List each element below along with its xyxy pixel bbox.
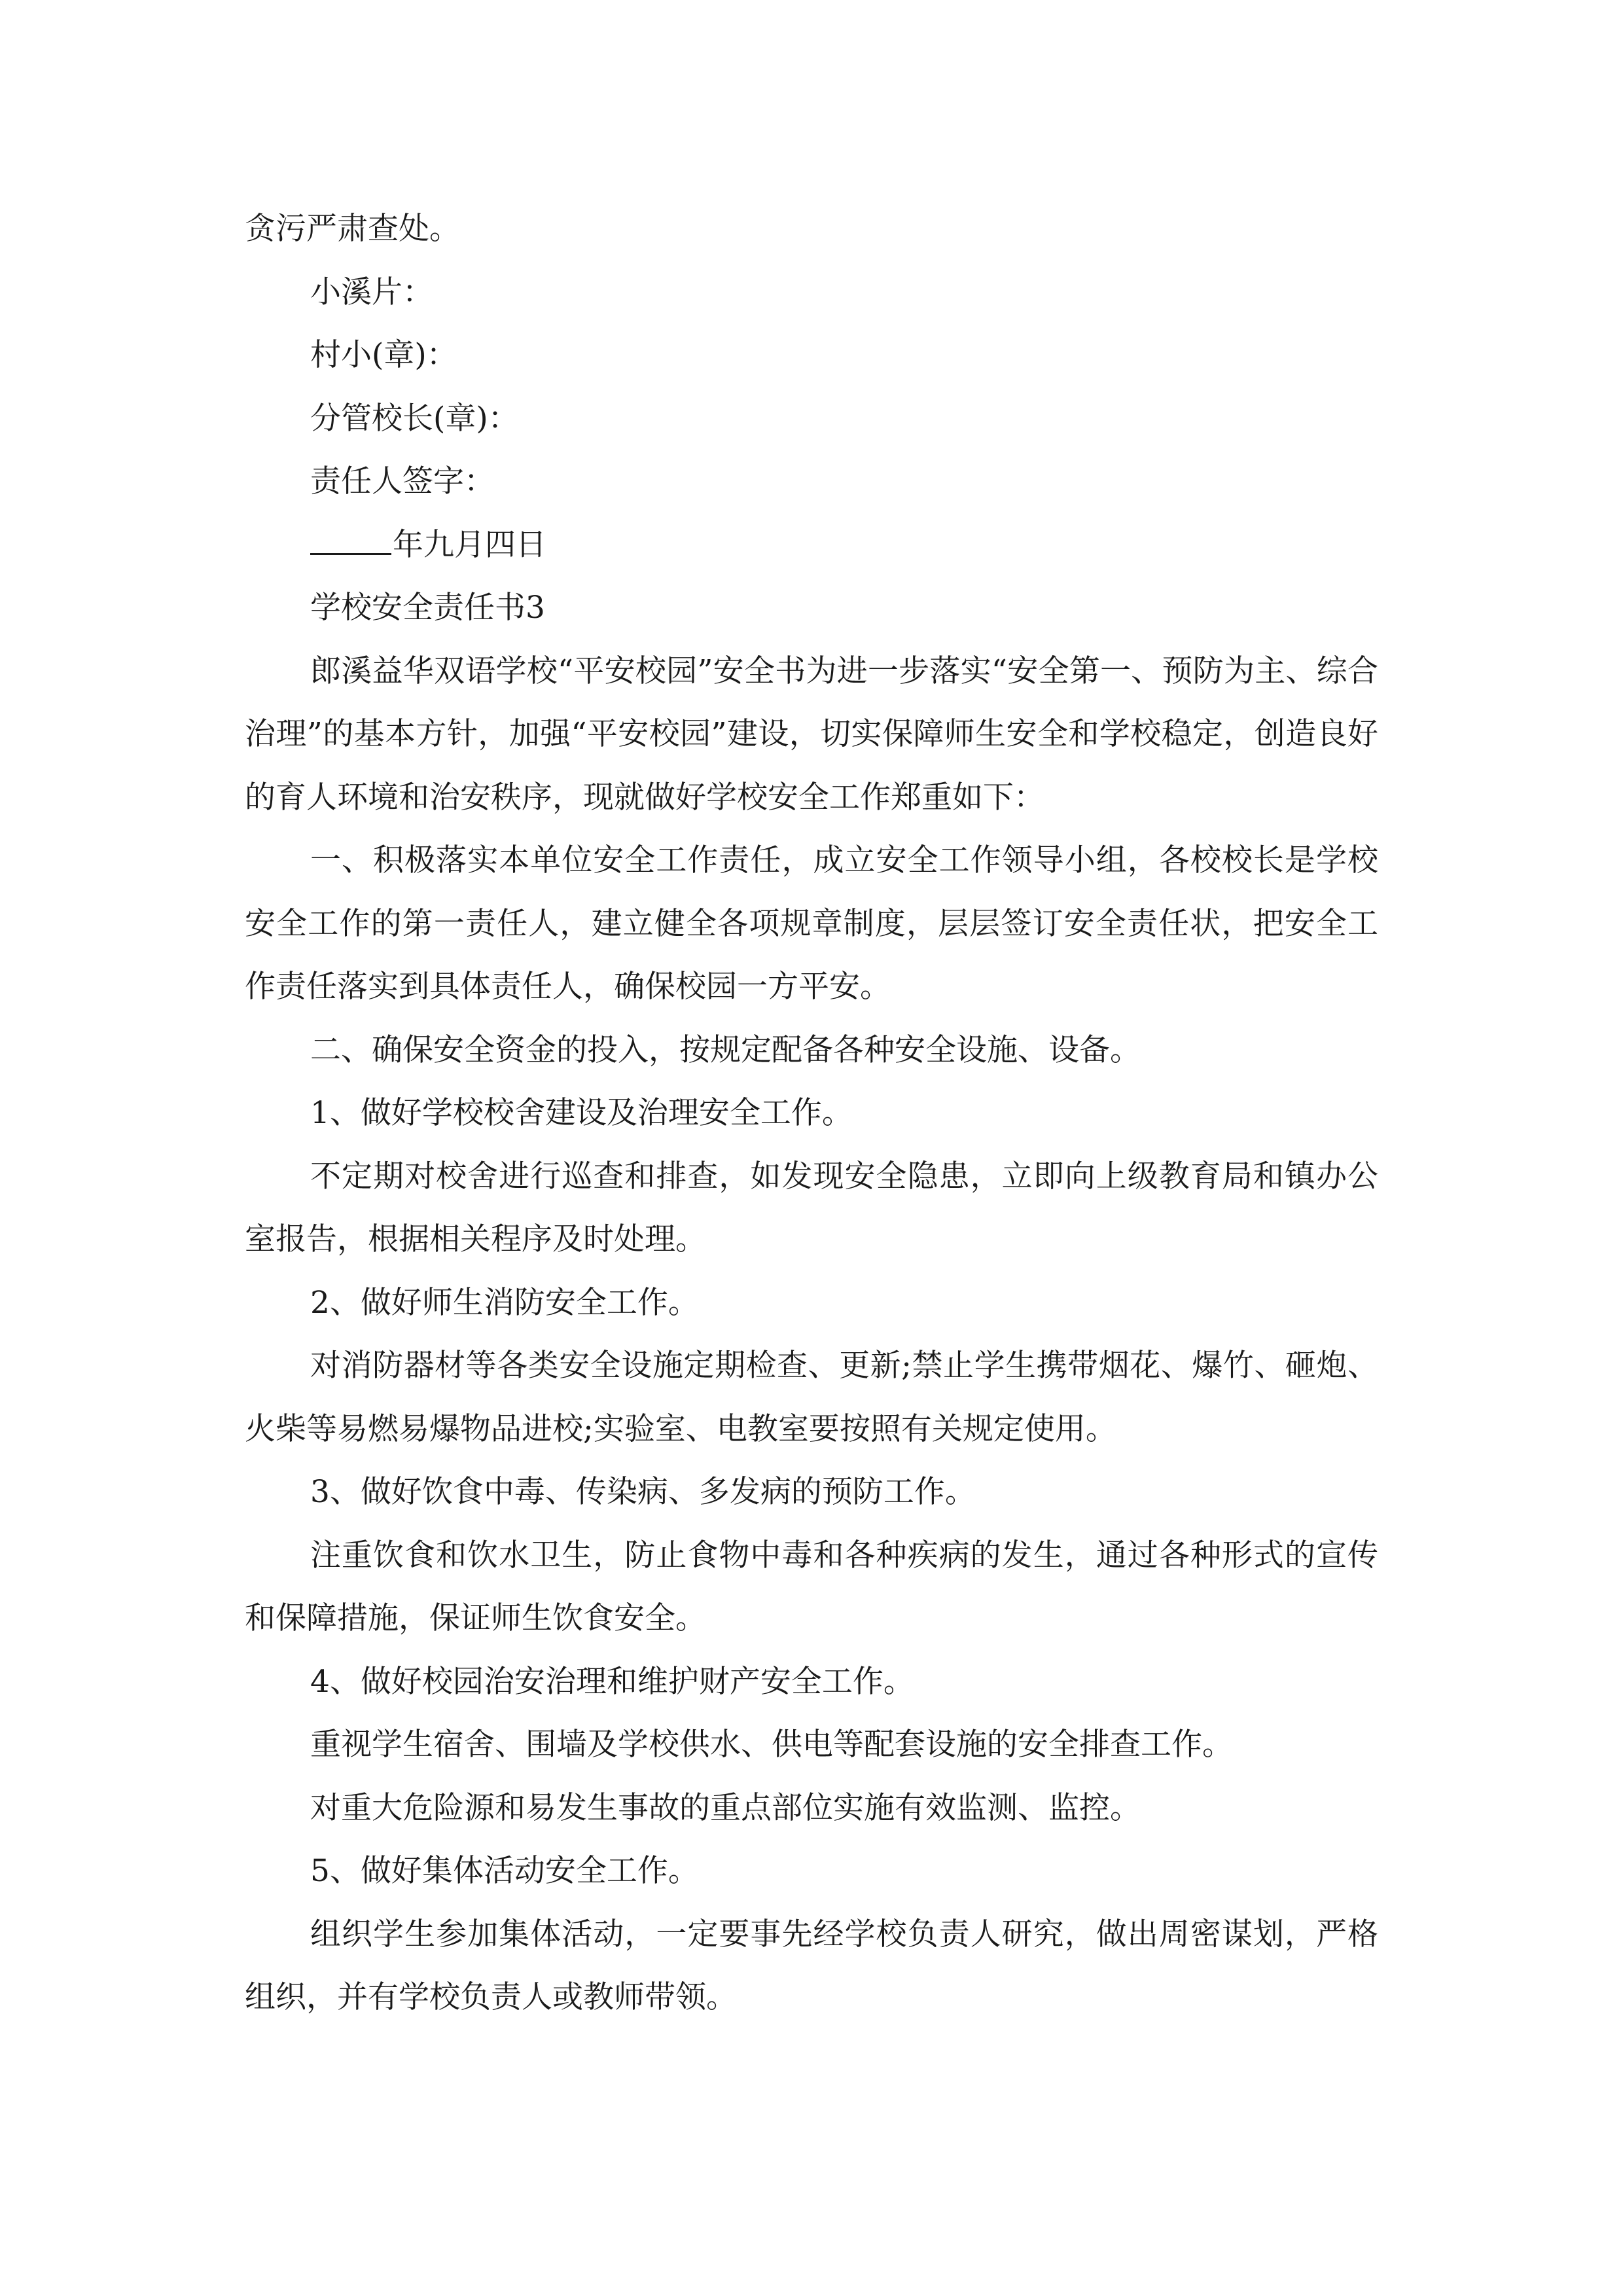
signature-field-responsible-person: 责任人签字： [310,463,495,499]
signature-field-vice-principal-seal: 分管校长(章)： [310,400,519,437]
subheading-1: 1、做好学校校舍建设及治理安全工作。 [310,1095,853,1131]
paragraph-detail-2: 对消防器材等各类安全设施定期检查、更新;禁止学生携带烟花、爆竹、砸炮、火柴等易燃易爆物品进校;实验室、电教室要按照有关规定使用。 [245,1348,1378,1447]
subheading-3: 3、做好饮食中毒、传染病、多发病的预防工作。 [310,1474,976,1510]
paragraph-detail-1: 不定期对校舍进行巡查和排查，如发现安全隐患，立即向上级教育局和镇办公室报告，根据相关程序及时处理。 [245,1158,1378,1257]
paragraph-detail-3: 注重饮食和饮水卫生，防止食物中毒和各种疾病的发生，通过各种形式的宣传和保障措施，保证师生饮食安全。 [245,1537,1378,1636]
date-text: 年九月四日 [393,526,546,563]
paragraph-detail-5: 组织学生参加集体活动，一定要事先经学校负责人研究，做出周密谋划，严格组织，并有学校负责人或教师带领。 [245,1916,1378,2015]
subheading-5: 5、做好集体活动安全工作。 [310,1853,699,1889]
date-line [245,514,1378,577]
blank-underline [310,527,391,555]
paragraph-intro: 郎溪益华双语学校“平安校园”安全书为进一步落实“安全第一、预防为主、综合治理”的基本方针，加强“平安校园”建设，切实保障师生安全和学校稳定，创造良好的育人环境和治安秩序，现就做好学校安全工作郑重如下： [245,653,1378,816]
signature-field-village-school-seal: 村小(章)： [310,337,457,373]
paragraph-item-1: 一、积极落实本单位安全工作责任，成立安全工作领导小组，各校校长是学校安全工作的第一责任人，建立健全各项规章制度，层层签订安全责任状，把安全工作责任落实到具体责任人，确保校园一方平安。 [245,842,1378,1005]
paragraph-continuation: 贪污严肃查处。 [245,211,460,247]
subheading-4: 4、做好校园治安治理和维护财产安全工作。 [310,1663,914,1700]
signature-field-xiaoxi: 小溪片： [310,274,433,310]
paragraph-detail-4a: 重视学生宿舍、围墙及学校供水、供电等配套设施的安全排查工作。 [310,1727,1233,1763]
document-body [245,198,1378,2030]
section-title: 学校安全责任书3 [310,590,545,626]
paragraph-detail-4b: 对重大危险源和易发生事故的重点部位实施有效监测、监控。 [310,1789,1141,1826]
paragraph-item-2: 二、确保安全资金的投入，按规定配备各种安全设施、设备。 [310,1031,1141,1068]
subheading-2: 2、做好师生消防安全工作。 [310,1284,699,1321]
